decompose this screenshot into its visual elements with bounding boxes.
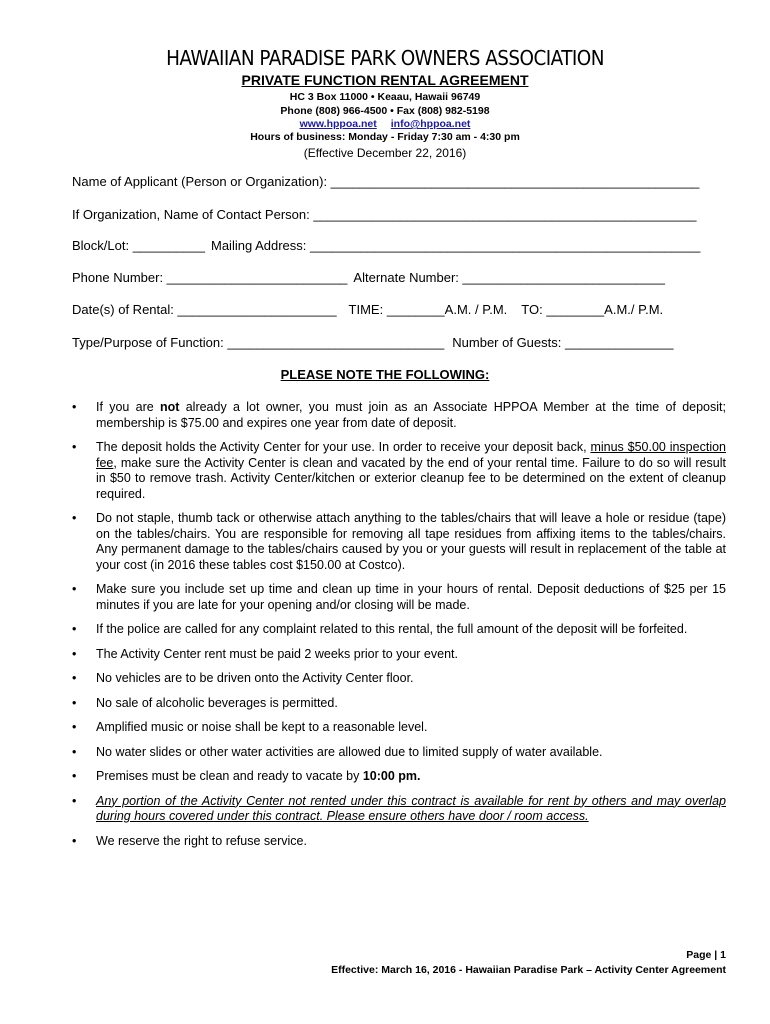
list-item: • No water slides or other water activities are allowed due to limited supply of water available. xyxy=(72,744,603,759)
list-item: • The Activity Center rent must be paid 2 weeks prior to your event. xyxy=(72,646,458,661)
mailing-address-field[interactable]: Mailing Address: ______________________________________________________ xyxy=(211,238,701,253)
list-item: • If you are not already a lot owner, you must join as an Associate HPPOA Member at the time of deposit; membership is $75.00 and expires one year from date of deposit. xyxy=(72,400,726,430)
list-item: • The deposit holds the Activity Center for your use. In order to receive your deposit back, minus $50.00 inspection fee, make sure the Activity Center is clean and vacated by the end of your rental time. Failure to do so will result in $50 to remove trash. Activity Center/kitchen or exterior cleanup fee to be determined on the extent of cleanup required. xyxy=(72,440,726,501)
effective-date: (Effective December 22, 2016) xyxy=(303,146,467,160)
bullet-icon: • xyxy=(72,646,77,661)
start-time-field[interactable]: TIME: ________A.M. / P.M. xyxy=(348,302,508,317)
address-line: HC 3 Box 11000 • Keaau, Hawaii 96749 xyxy=(289,91,481,103)
phone-row xyxy=(72,270,732,285)
notice-heading: PLEASE NOTE THE FOLLOWING: xyxy=(280,367,490,382)
alternate-number-field[interactable]: Alternate Number: ____________________________ xyxy=(353,270,665,285)
footer-text: Effective: March 16, 2016 - Hawaiian Paradise Park – Activity Center Agreement xyxy=(331,964,726,976)
bullet-icon: • xyxy=(72,769,77,783)
contact-links xyxy=(0,118,770,130)
list-item: • Any portion of the Activity Center not rented under this contract is available for rent by others and may overlap during hours covered under this contract. Please ensure others have door / room access. xyxy=(72,793,726,823)
list-item: • Make sure you include set up time and clean up time in your hours of rental. Deposit deductions of $25 per 15 minutes if you are late for your opening and/or closing will be made. xyxy=(72,582,726,612)
list-item: • Do not staple, thumb tack or otherwise attach anything to the tables/chairs that will leave a hole or residue (tape) on the tables/chairs. You are responsible for removing all tape residues from affixing items to the tables/chairs. Any permanent damage to the tables/chairs caused by you or your guests will result in replacement of the table at your cost (in 2016 these tables cost $150.00 at Costco). xyxy=(72,511,726,572)
list-item: • No sale of alcoholic beverages is permitted. xyxy=(72,695,338,710)
document-title: PRIVATE FUNCTION RENTAL AGREEMENT xyxy=(241,72,529,88)
bullet-icon: • xyxy=(72,793,77,808)
function-purpose-field[interactable]: Type/Purpose of Function: ______________________________ xyxy=(72,335,445,350)
list-item: • No vehicles are to be driven onto the Activity Center floor. xyxy=(72,671,414,685)
email-link[interactable]: info@hppoa.net xyxy=(390,118,471,130)
phone-number-field[interactable]: Phone Number: _________________________ xyxy=(72,270,348,285)
bullet-icon: • xyxy=(72,400,77,414)
bullet-icon: • xyxy=(72,833,77,848)
bullet-icon: • xyxy=(72,695,77,710)
list-item: • Premises must be clean and ready to vacate by 10:00 pm. xyxy=(72,769,421,783)
organization-name: HAWAIIAN PARADISE PARK OWNERS ASSOCIATION xyxy=(166,46,604,70)
blocklot-field[interactable]: Block/Lot: __________ xyxy=(72,238,205,253)
bullet-icon: • xyxy=(72,720,77,734)
rental-date-row xyxy=(72,302,732,317)
purpose-row xyxy=(72,335,732,350)
bullet-icon: • xyxy=(72,671,77,685)
applicant-name-field[interactable]: Name of Applicant (Person or Organization): ___________________________________________________ xyxy=(72,174,700,189)
bullet-icon: • xyxy=(72,582,77,596)
business-hours: Hours of business: Monday - Friday 7:30 am - 4:30 pm xyxy=(250,131,520,143)
bullet-icon: • xyxy=(72,622,77,636)
rules-list xyxy=(72,400,726,858)
bullet-icon: • xyxy=(72,440,77,454)
end-time-field[interactable]: TO: ________A.M./ P.M. xyxy=(521,302,664,317)
guest-count-field[interactable]: Number of Guests: _______________ xyxy=(452,335,674,350)
list-item: • We reserve the right to refuse service. xyxy=(72,833,307,848)
blocklot-mailing-row xyxy=(72,238,732,253)
page-number: Page | 1 xyxy=(686,949,726,961)
contact-person-field[interactable]: If Organization, Name of Contact Person: _____________________________________________________ xyxy=(72,207,697,222)
bullet-icon: • xyxy=(72,744,77,759)
website-link[interactable]: www.hppoa.net xyxy=(299,118,377,130)
phone-fax-line: Phone (808) 966-4500 • Fax (808) 982-5198 xyxy=(280,105,490,117)
list-item: • If the police are called for any complaint related to this rental, the full amount of the deposit will be forfeited. xyxy=(72,622,688,636)
bullet-icon: • xyxy=(72,511,77,525)
list-item: • Amplified music or noise shall be kept to a reasonable level. xyxy=(72,720,428,734)
rental-dates-field[interactable]: Date(s) of Rental: ______________________ xyxy=(72,302,337,317)
